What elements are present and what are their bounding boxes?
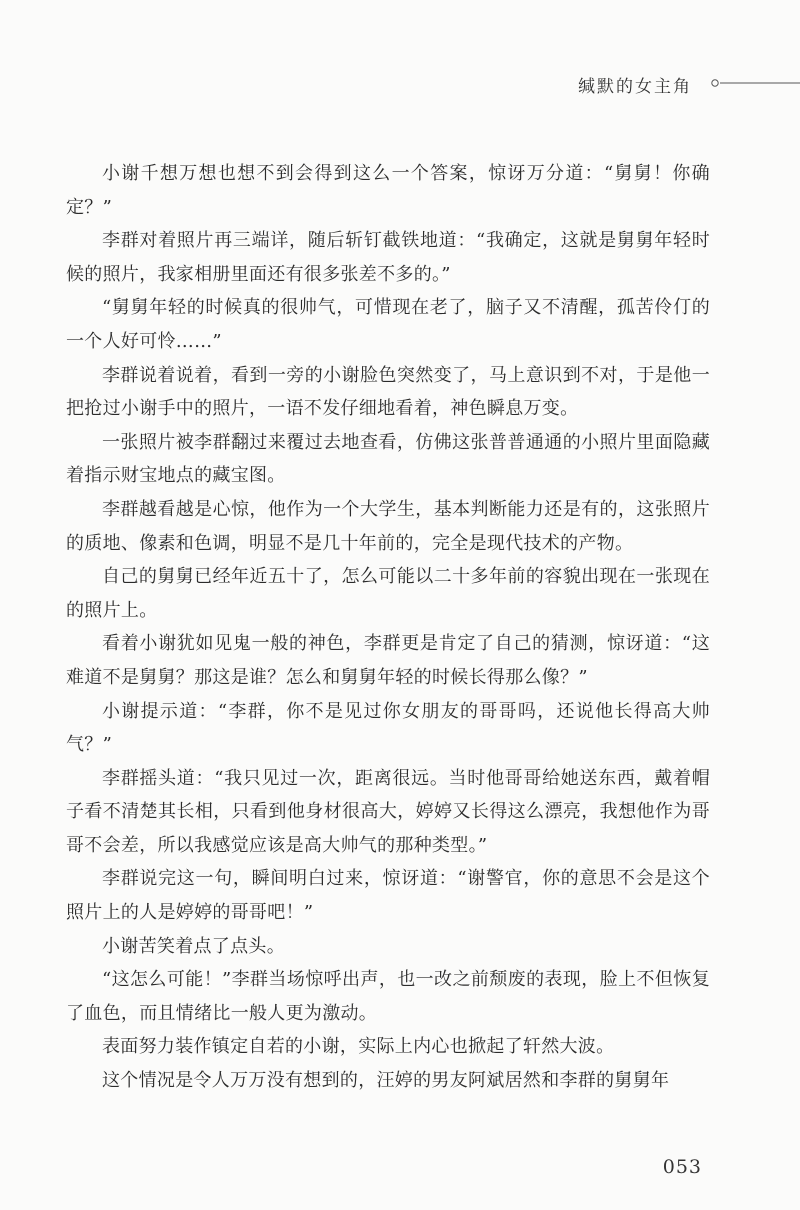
header-ornament-line xyxy=(710,77,800,89)
paragraph-15: 这个情况是令人万万没有想到的，汪婷的男友阿斌居然和李群的舅舅年 xyxy=(102,1070,670,1092)
paragraph-14: 表面努力装作镇定自若的小谢，实际上内心也掀起了轩然大波。 xyxy=(102,1036,615,1058)
paragraph-3: “舅舅年轻的时候真的很帅气，可惜现在老了，脑子又不清醒，孤苦伶仃的一个人好可怜……” xyxy=(66,297,710,352)
page-number: 053 xyxy=(662,1156,702,1178)
running-header xyxy=(0,70,800,100)
paragraph-12: 小谢苦笑着点了点头。 xyxy=(102,935,285,957)
body-text xyxy=(66,157,710,1098)
paragraph-10: 李群摇头道：“我只见过一次，距离很远。当时他哥哥给她送东西，戴着帽子看不清楚其长相，只看到他身材很高大，婷婷又长得这么漂亮，我想他作为哥哥不会差，所以我感觉应该是高大帅气的那种类型。” xyxy=(66,767,710,856)
paragraph-11: 李群说完这一句，瞬间明白过来，惊讶道：“谢警官，你的意思不会是这个照片上的人是婷婷的哥哥吧！” xyxy=(66,868,710,924)
paragraph-6: 李群越看越是心惊，他作为一个大学生，基本判断能力还是有的，这张照片的质地、像素和色调，明显不是几十年前的，完全是现代技术的产物。 xyxy=(66,498,710,554)
paragraph-4: 李群说着说着，看到一旁的小谢脸色突然变了，马上意识到不对，于是他一把抢过小谢手中的照片，一语不发仔细地看着，神色瞬息万变。 xyxy=(66,364,710,420)
paragraph-5: 一张照片被李群翻过来覆过去地查看，仿佛这张普普通通的小照片里面隐藏着指示财宝地点的藏宝图。 xyxy=(66,431,710,487)
paragraph-1: 小谢千想万想也想不到会得到这么一个答案，惊讶万分道：“舅舅！你确定？” xyxy=(66,163,710,218)
paragraph-8: 看着小谢犹如见鬼一般的神色，李群更是肯定了自己的猜测，惊讶道：“这难道不是舅舅？那这是谁？怎么和舅舅年轻的时候长得那么像？” xyxy=(66,633,710,688)
paragraph-9: 小谢提示道：“李群，你不是见过你女朋友的哥哥吗，还说他长得高大帅气？” xyxy=(66,700,710,756)
paragraph-7: 自己的舅舅已经年近五十了，怎么可能以二十多年前的容貌出现在一张现在的照片上。 xyxy=(66,566,710,621)
running-header-title: 缄默的女主角 xyxy=(578,77,692,97)
paragraph-2: 李群对着照片再三端详，随后斩钉截铁地道：“我确定，这就是舅舅年轻时候的照片，我家相册里面还有很多张差不多的。” xyxy=(66,230,710,285)
paragraph-13: “这怎么可能！”李群当场惊呼出声，也一改之前颓废的表现，脸上不但恢复了血色，而且情绪比一般人更为激动。 xyxy=(66,969,710,1024)
